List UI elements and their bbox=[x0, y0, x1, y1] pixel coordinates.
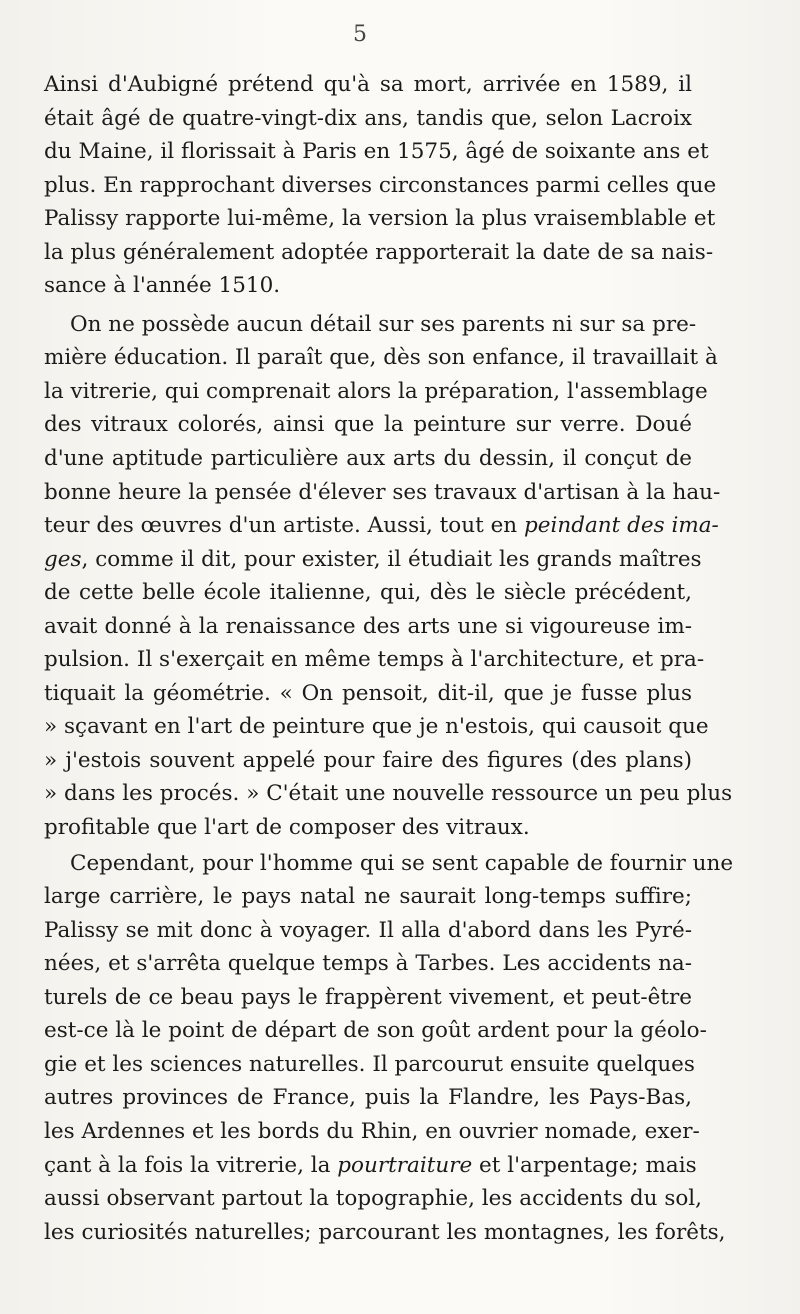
text-line: sance à l'année 1510. bbox=[44, 273, 281, 299]
text-line: gie et les sciences naturelles. Il parcourut ensuite quelques bbox=[44, 1051, 695, 1077]
text-line: ges, comme il dit, pour exister, il étudiait les grands maîtres bbox=[44, 546, 702, 572]
italic-text: ges bbox=[44, 546, 82, 572]
text-line: la vitrerie, qui comprenait alors la préparation, l'assemblage bbox=[44, 378, 708, 404]
text-line: les curiosités naturelles; parcourant les montagnes, les forêts, bbox=[44, 1219, 726, 1245]
text-line: de cette belle école italienne, qui, dès le siècle précédent, bbox=[44, 580, 692, 606]
text-line: la plus généralement adoptée rapporterait la date de sa nais- bbox=[44, 239, 714, 265]
text-line: large carrière, le pays natal ne saurait long-temps suffire; bbox=[44, 884, 692, 910]
text-line: pulsion. Il s'exerçait en même temps à l'architecture, et pra- bbox=[44, 647, 705, 673]
text-line: plus. En rapprochant diverses circonstances parmi celles que bbox=[44, 172, 717, 198]
text-line: » sçavant en l'art de peinture que je n'estois, qui causoit que bbox=[44, 714, 709, 740]
text-line: Palissy rapporte lui-même, la version la plus vraisemblable et bbox=[44, 206, 716, 232]
text-line: » j'estois souvent appelé pour faire des figures (des plans) bbox=[44, 747, 692, 773]
text-line: tiquait la géométrie. « On pensoit, dit-il, que je fusse plus bbox=[44, 680, 692, 706]
body-text bbox=[44, 68, 734, 1249]
paragraph-1 bbox=[44, 68, 717, 303]
page-number: 5 bbox=[353, 22, 367, 47]
text-line: bonne heure la pensée d'élever ses travaux d'artisan à la hau- bbox=[44, 479, 721, 505]
italic-text: peindant des ima- bbox=[523, 513, 719, 539]
paragraph-2 bbox=[44, 308, 733, 845]
text-line: Ainsi d'Aubigné prétend qu'à sa mort, arrivée en 1589, il bbox=[44, 72, 692, 97]
text-line: çant à la fois la vitrerie, la pourtraiture et l'arpentage; mais bbox=[44, 1152, 697, 1178]
text-line: du Maine, il florissait à Paris en 1575, âgé de soixante ans et bbox=[44, 139, 709, 165]
text-line: nées, et s'arrêta quelque temps à Tarbes. Les accidents na- bbox=[44, 951, 692, 977]
text-line: était âgé de quatre-vingt-dix ans, tandis que, selon Lacroix bbox=[44, 105, 692, 131]
text-line: les Ardennes et les bords du Rhin, en ouvrier nomade, exer- bbox=[44, 1118, 700, 1144]
text-line: aussi observant partout la topographie, les accidents du sol, bbox=[44, 1186, 703, 1212]
paragraph-3 bbox=[44, 847, 734, 1250]
text-line: profitable que l'art de composer des vitraux. bbox=[44, 815, 530, 841]
text-line: est-ce là le point de départ de son goût ardent pour la géolo- bbox=[44, 1018, 707, 1044]
text-line: On ne possède aucun détail sur ses parents ni sur sa pre- bbox=[70, 311, 697, 337]
text-line: avait donné à la renaissance des arts une si vigoureuse im- bbox=[44, 613, 692, 639]
text-line: turels de ce beau pays le frappèrent vivement, et peut-être bbox=[44, 984, 692, 1010]
italic-text: pourtraiture bbox=[337, 1152, 473, 1178]
text-line: d'une aptitude particulière aux arts du dessin, il conçut de bbox=[44, 446, 692, 472]
text-line: teur des œuvres d'un artiste. Aussi, tout en peindant des ima- bbox=[44, 513, 719, 539]
text-line: Palissy se mit donc à voyager. Il alla d'abord dans les Pyré- bbox=[44, 917, 692, 943]
text-line: des vitraux colorés, ainsi que la peinture sur verre. Doué bbox=[44, 412, 692, 438]
text-line: mière éducation. Il paraît que, dès son enfance, il travaillait à bbox=[44, 345, 718, 371]
text-line: Cependant, pour l'homme qui se sent capable de fournir une bbox=[70, 850, 734, 876]
text-line: autres provinces de France, puis la Flandre, les Pays-Bas, bbox=[44, 1085, 692, 1111]
text-line: » dans les procés. » C'était une nouvelle ressource un peu plus bbox=[44, 781, 733, 807]
